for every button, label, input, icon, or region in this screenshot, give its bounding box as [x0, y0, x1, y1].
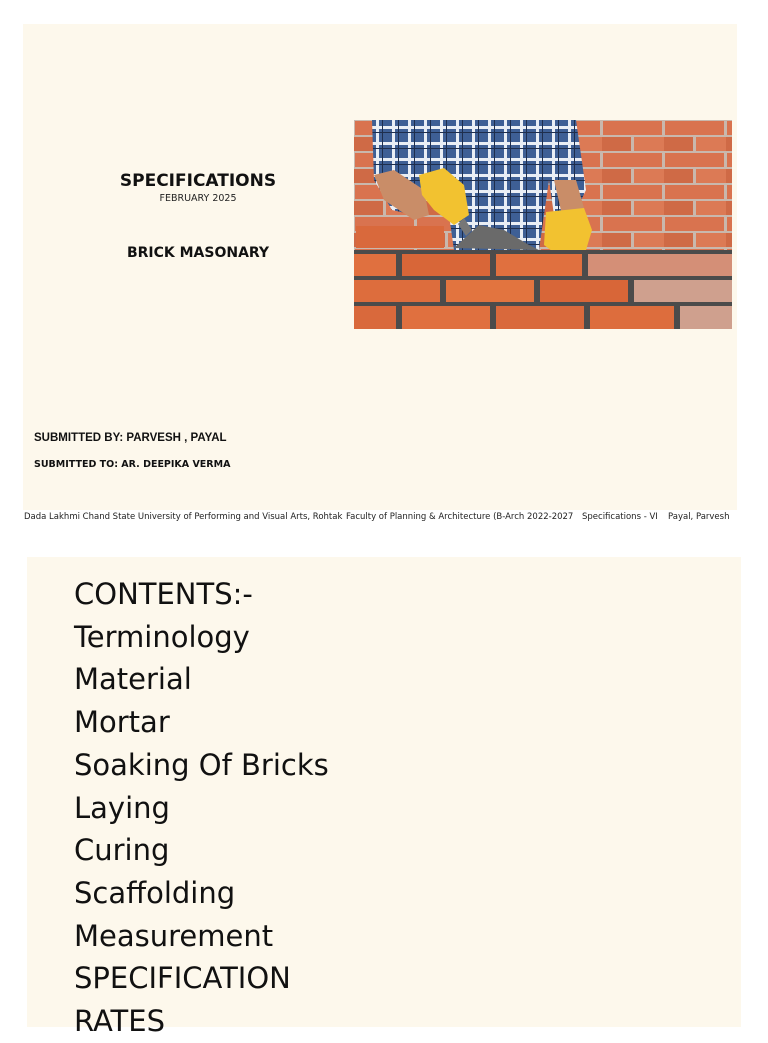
footer-university: Dada Lakhmi Chand State University of Performing and Visual Arts, Rohtak [24, 512, 343, 522]
contents-item: Soaking Of Bricks [74, 747, 329, 782]
contents-item: Material [74, 662, 192, 697]
footer-authors: Payal, Parvesh [668, 512, 730, 522]
submitted-to: SUBMITTED TO: AR. DEEPIKA VERMA [34, 459, 231, 470]
slide-subject: BRICK MASONARY [126, 245, 270, 261]
bricklayer-illustration [354, 120, 732, 329]
contents-item: RATES [74, 1004, 166, 1039]
bricklayer-photo [354, 120, 732, 329]
contents-item: Laying [74, 790, 170, 825]
submitted-by: SUBMITTED BY: PARVESH , PAYAL [34, 432, 227, 444]
contents-item: Curing [74, 833, 170, 868]
title-block [113, 171, 283, 204]
contents-item: SPECIFICATION [74, 961, 291, 996]
slide-date: FEBRUARY 2025 [159, 193, 237, 204]
contents-list [74, 573, 329, 1043]
page-footer [0, 512, 768, 526]
contents-heading: CONTENTS:- [74, 577, 253, 611]
slide-title: SPECIFICATIONS [119, 171, 277, 191]
contents-slide [27, 557, 741, 1039]
footer-faculty: Faculty of Planning & Architecture (B-Arch 2022-2027 [346, 512, 574, 522]
contents-item: Terminology [74, 619, 250, 654]
contents-item: Mortar [74, 705, 170, 740]
contents-item: Scaffolding [74, 875, 236, 910]
footer-course: Specifications - VI [582, 512, 658, 522]
contents-item: Measurement [74, 918, 274, 953]
title-slide [23, 24, 737, 510]
